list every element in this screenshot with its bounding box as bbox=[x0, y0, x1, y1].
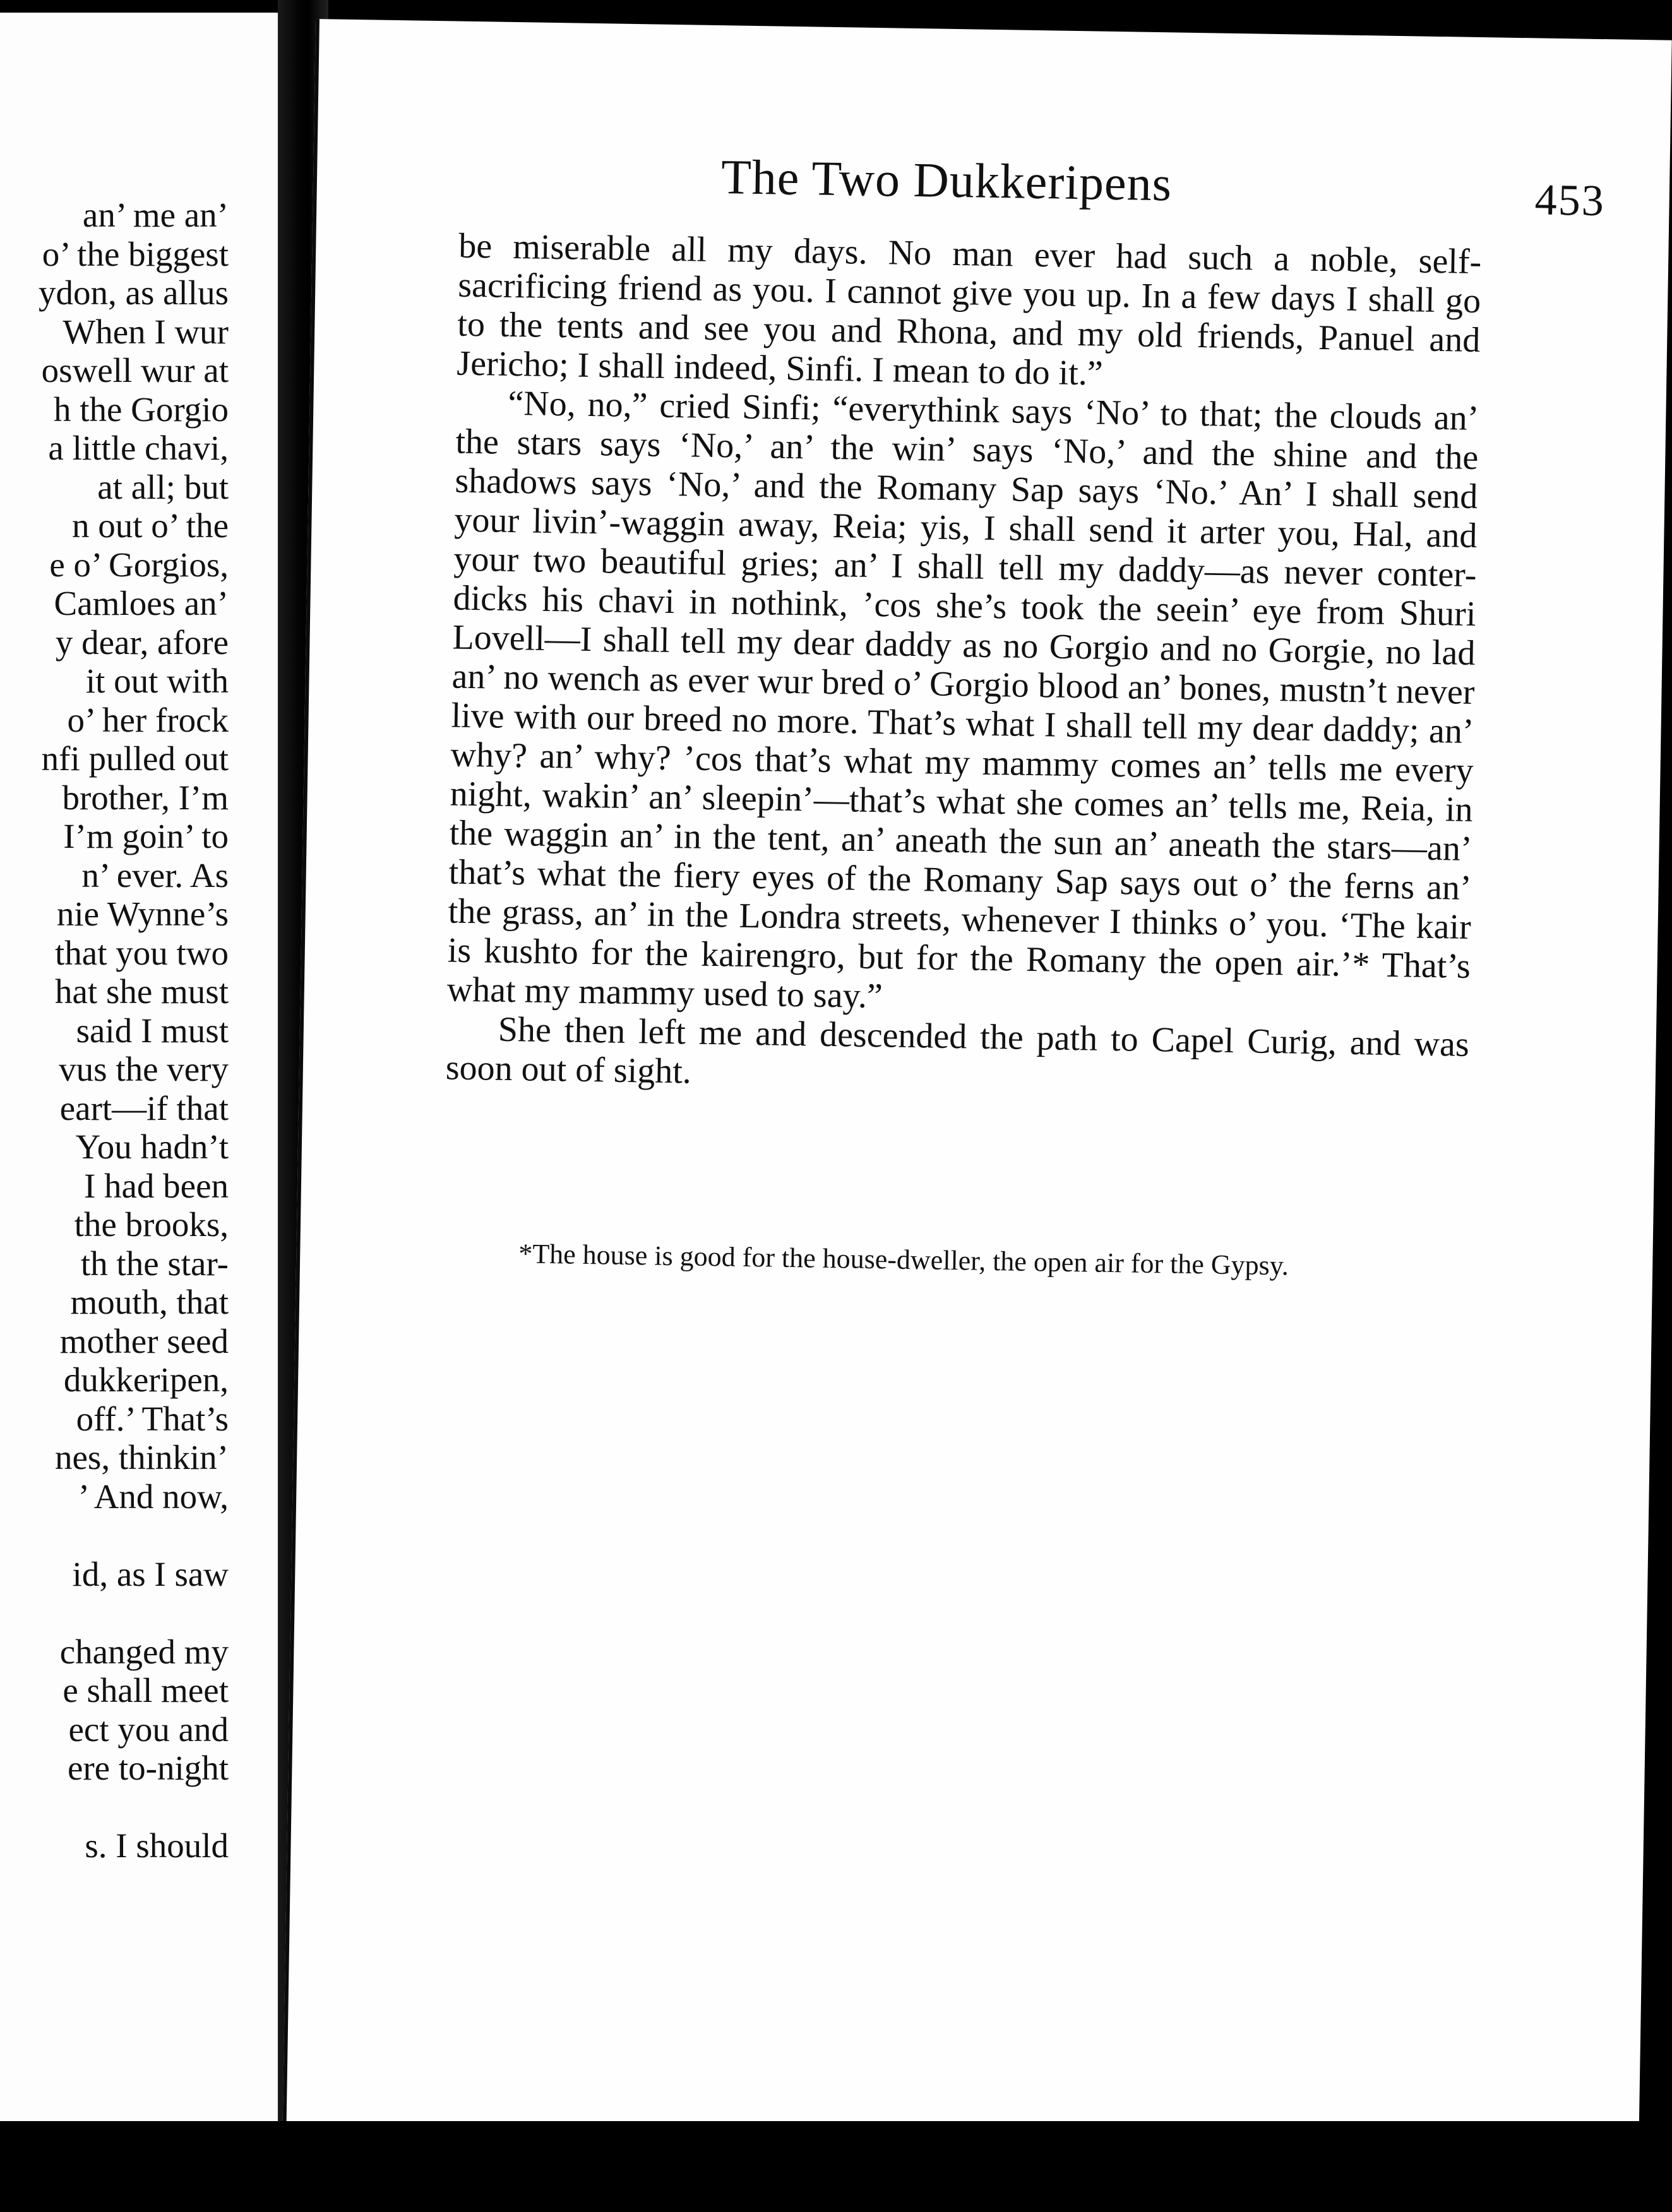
left-line: nfi pulled out bbox=[41, 739, 229, 778]
left-line bbox=[0, 1788, 229, 1827]
left-line: mother seed bbox=[59, 1321, 229, 1360]
left-line: said I must bbox=[76, 1011, 229, 1050]
left-line: ’ And now, bbox=[78, 1477, 229, 1516]
left-line: ect you and bbox=[68, 1710, 229, 1749]
left-line: off.’ That’s bbox=[76, 1399, 229, 1438]
left-line: the brooks, bbox=[74, 1205, 229, 1244]
left-line bbox=[0, 1593, 229, 1632]
paragraph: She then left me and descended the path to Capel Curig, and was soon out of sight. bbox=[445, 1009, 1470, 1091]
left-line: a little chavi, bbox=[48, 429, 229, 467]
left-line: e shall meet bbox=[63, 1671, 229, 1710]
left-line: I’m goin’ to bbox=[63, 817, 229, 855]
left-line: oswell wur at bbox=[41, 351, 229, 389]
left-line: Camloes an’ bbox=[54, 584, 229, 622]
left-line: h the Gorgio bbox=[53, 389, 229, 429]
left-line: brother, I’m bbox=[62, 778, 229, 817]
running-head: The Two Dukkeripens bbox=[720, 149, 1173, 211]
left-page-text bbox=[0, 196, 229, 1865]
left-line: an’ me an’ bbox=[82, 196, 229, 234]
left-line: eart—if that bbox=[59, 1088, 229, 1127]
left-line bbox=[0, 1516, 229, 1555]
left-line: vus the very bbox=[59, 1050, 229, 1088]
left-page bbox=[0, 13, 278, 2121]
left-line: e o’ Gorgios, bbox=[49, 545, 229, 584]
left-line: When I wur bbox=[63, 312, 229, 351]
left-line: that you two bbox=[55, 933, 229, 972]
left-line: changed my bbox=[59, 1632, 229, 1671]
page-number: 453 bbox=[1534, 175, 1606, 226]
left-line: n’ ever. As bbox=[81, 855, 229, 895]
footnote-text: *The house is good for the house-dweller, the open air for the Gypsy. bbox=[518, 1238, 1289, 1281]
left-line: s. I should bbox=[85, 1826, 229, 1865]
left-line: y dear, afore bbox=[55, 622, 229, 662]
footnote bbox=[443, 1236, 1466, 1285]
left-line: ere to-night bbox=[67, 1749, 229, 1787]
left-line: mouth, that bbox=[70, 1283, 229, 1321]
left-line: n out o’ the bbox=[72, 506, 229, 545]
right-page bbox=[282, 19, 1672, 2173]
left-line: dukkeripen, bbox=[63, 1360, 229, 1399]
left-line: hat she must bbox=[55, 972, 229, 1011]
left-line: it out with bbox=[85, 662, 229, 700]
left-line: at all; but bbox=[97, 467, 229, 506]
paragraph: “No, no,” cried Sinfi; “everythink says ‘No’ to that; the clouds an’ the stars says ‘No,’ an’ the win’ says ‘No,’ and the shine and the shadows says ‘No,’ and the Romany Sap says ‘No.’ An’ I shall send your livin’-waggin away, Reia; yis, I shall send it arter you, Hal, and your two beautiful gries; an’ I shall tell my daddy—as never conter-dicks his chavi in nothink, ’cos she’s took the seein’ eye from Shuri Lovell—I shall tell my dear daddy as no Gorgio and no Gorgie, no lad an’ no wench as ever wur bred o’ Gorgio blood an’ bones, mustn’t never live with our breed no more. That’s what I shall tell my dear daddy; an’ why? an’ why? ’cos that’s what my mammy comes an’ tells me every night, wakin’ an’ sleepin’—that’s what she comes an’ tells me, Reia, in the waggin an’ in the tent, an’ aneath the sun an’ aneath the stars—an’ that’s what the fiery eyes of the Romany Sap says out o’ the ferns an’ the grass, an’ in the Londra streets, whenever I thinks o’ you. ‘The kair is kushto for the kairengro, but for the Romany the open air.’* That’s what my mammy used to say.” bbox=[446, 383, 1479, 1016]
left-line: nie Wynne’s bbox=[56, 895, 229, 933]
left-line: I had been bbox=[83, 1166, 229, 1205]
left-line: th the star- bbox=[80, 1244, 229, 1283]
scan-border-bottom bbox=[0, 2121, 1672, 2212]
left-line: id, as I saw bbox=[72, 1554, 229, 1593]
paragraph: be miserable all my days. No man ever had such a noble, self-sacrificing friend as you. I cannot give you up. In a few days I shall go to the tents and see you and Rhona, and my old friends, Panuel and Jericho; I shall indeed, Sinfi. I mean to do it.” bbox=[456, 226, 1482, 393]
left-line: You hadn’t bbox=[75, 1127, 229, 1166]
left-line: ydon, as allus bbox=[39, 273, 229, 312]
left-line: o’ the biggest bbox=[42, 234, 229, 273]
left-line: o’ her frock bbox=[67, 700, 229, 739]
page-header bbox=[720, 148, 1606, 232]
body-text bbox=[445, 227, 1481, 1103]
left-line: nes, thinkin’ bbox=[55, 1438, 229, 1477]
